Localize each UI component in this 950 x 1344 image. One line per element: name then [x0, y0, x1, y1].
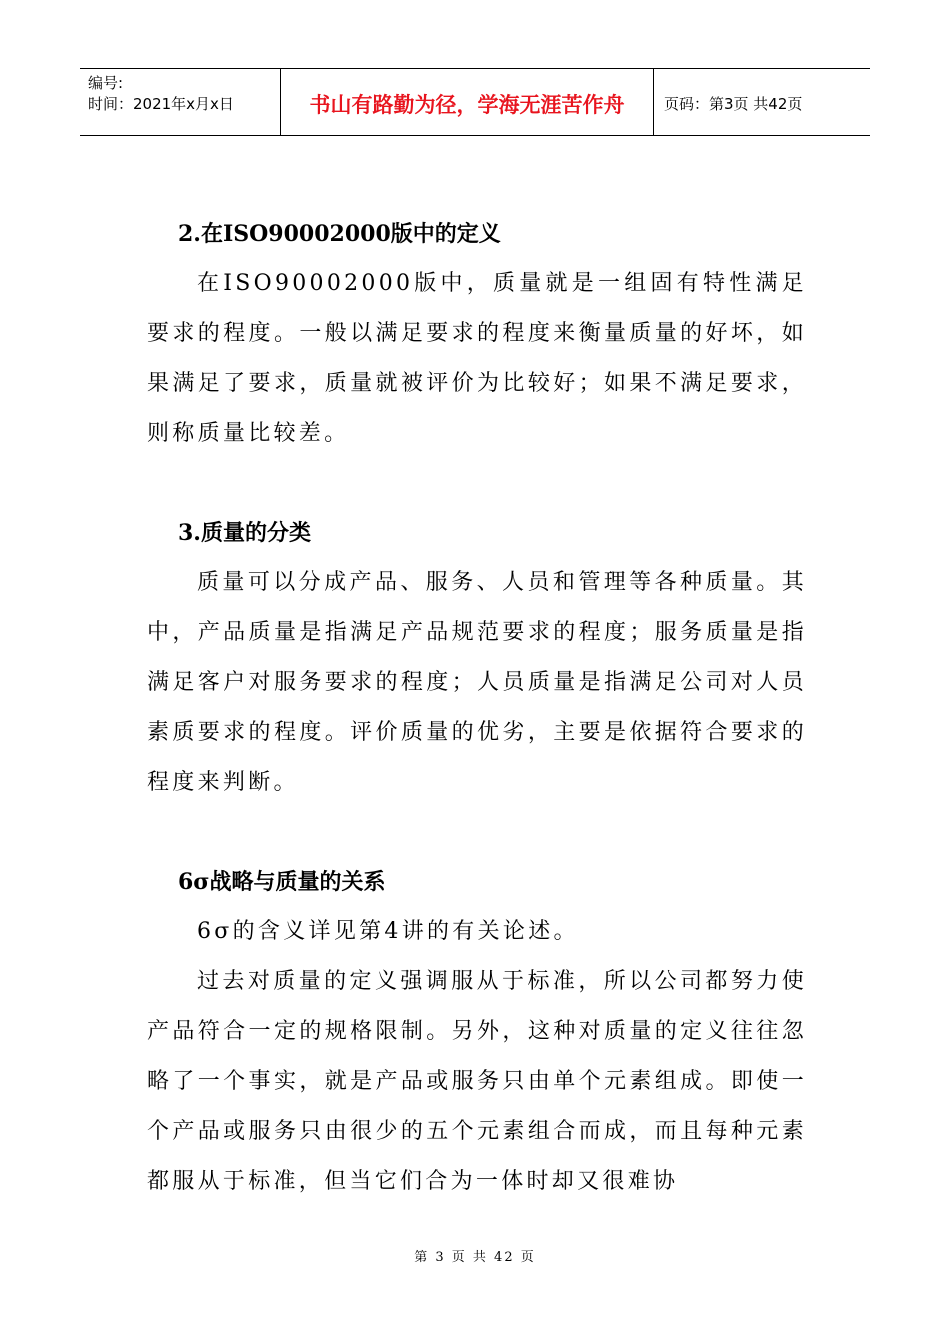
header-motto: 书山有路勤为径，学海无涯苦作舟 — [281, 69, 654, 135]
section-heading-iso-definition: 2.在ISO90002000版中的定义 — [178, 221, 501, 247]
document-time-label: 时间：2021年x月x日 — [88, 95, 234, 113]
document-number-label: 编号: — [88, 74, 124, 92]
header-page-label: 页码：第3页 共42页 — [664, 94, 803, 113]
paragraph-six-sigma-reference: 6σ的含义详见第4讲的有关论述。 — [197, 919, 579, 944]
section-heading-quality-classification: 3.质量的分类 — [178, 520, 311, 546]
page-header — [80, 68, 870, 136]
page-footer: 第 3 页 共 42 页 — [414, 1250, 536, 1265]
header-info-cell — [80, 69, 281, 135]
paragraph-quality-classification: 质量可以分成产品、服务、人员和管理等各种质量。其中，产品质量是指满足产品规范要求的程度；服务质量是指满足客户对服务要求的程度；人员质量是指满足公司对人员素质要求的程度。评价质量的优劣，主要是依据符合要求的程度来判断。 — [147, 570, 807, 795]
section-heading-six-sigma: 6σ战略与质量的关系 — [178, 869, 386, 895]
paragraph-iso-definition: 在ISO90002000版中，质量就是一组固有特性满足要求的程度。一般以满足要求的程度来衡量质量的好坏，如果满足了要求，质量就被评价为比较好；如果不满足要求，则称质量比较差。 — [147, 271, 807, 446]
paragraph-six-sigma-discussion: 过去对质量的定义强调服从于标准，所以公司都努力使产品符合一定的规格限制。另外，这种对质量的定义往往忽略了一个事实，就是产品或服务只由单个元素组成。即使一个产品或服务只由很少的五个元素组合而成，而且每种元素都服从于标准，但当它们合为一体时却又很难协 — [147, 969, 807, 1194]
